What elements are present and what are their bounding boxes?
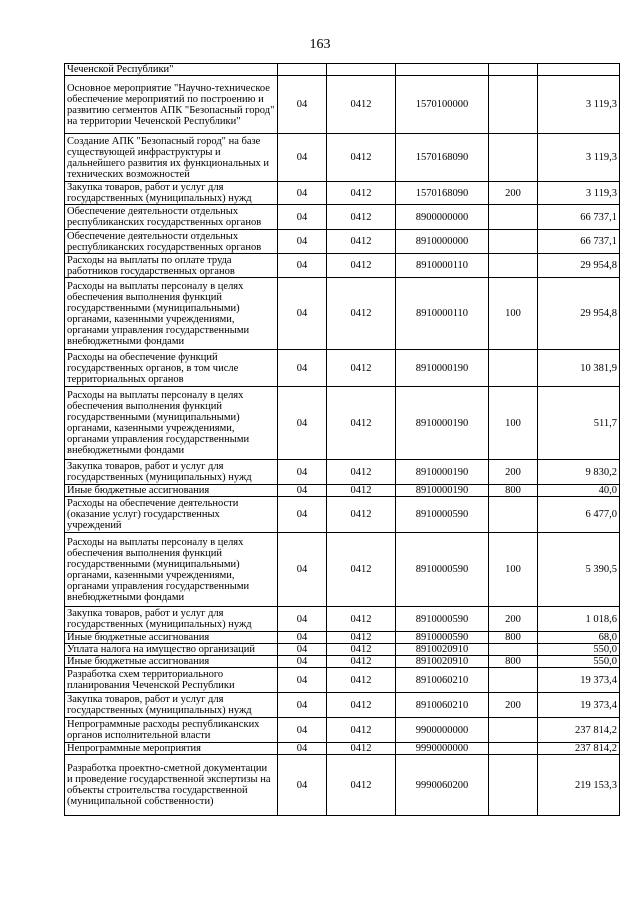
table-row	[65, 607, 620, 632]
subsection-code-cell: 0412	[327, 668, 396, 693]
expense-type-cell: 800	[489, 656, 538, 668]
amount-cell: 19 373,4	[538, 668, 620, 693]
subsection-code-cell: 0412	[327, 182, 396, 205]
section-code-cell: 04	[278, 656, 327, 668]
expense-type-cell: 100	[489, 387, 538, 460]
table-row	[65, 205, 620, 230]
amount-cell: 10 381,9	[538, 350, 620, 387]
expense-name-cell: Чеченской Республики"	[65, 64, 278, 76]
expense-type-cell: 800	[489, 632, 538, 644]
expense-type-cell	[489, 497, 538, 533]
section-code-cell: 04	[278, 497, 327, 533]
subsection-code-cell: 0412	[327, 743, 396, 755]
expense-name-cell: Обеспечение деятельности отдельных республиканских государственных органов	[65, 205, 278, 230]
expense-type-cell	[489, 644, 538, 656]
subsection-code-cell	[327, 64, 396, 76]
target-article-cell: 9900000000	[396, 718, 489, 743]
section-code-cell: 04	[278, 134, 327, 182]
amount-cell: 3 119,3	[538, 182, 620, 205]
target-article-cell: 8910000590	[396, 533, 489, 607]
table-row	[65, 632, 620, 644]
expense-name-cell: Создание АПК "Безопасный город" на базе существующей инфраструктуры и дальнейшего развития их функциональных и технических возможностей	[65, 134, 278, 182]
amount-cell: 3 119,3	[538, 134, 620, 182]
subsection-code-cell: 0412	[327, 76, 396, 134]
subsection-code-cell: 0412	[327, 533, 396, 607]
subsection-code-cell: 0412	[327, 632, 396, 644]
subsection-code-cell: 0412	[327, 656, 396, 668]
target-article-cell: 8910000590	[396, 632, 489, 644]
amount-cell: 219 153,3	[538, 755, 620, 816]
table-row	[65, 656, 620, 668]
expense-name-cell: Иные бюджетные ассигнования	[65, 656, 278, 668]
amount-cell: 511,7	[538, 387, 620, 460]
target-article-cell: 8910000590	[396, 497, 489, 533]
section-code-cell: 04	[278, 387, 327, 460]
section-code-cell: 04	[278, 632, 327, 644]
subsection-code-cell: 0412	[327, 230, 396, 254]
section-code-cell: 04	[278, 278, 327, 350]
expense-type-cell: 200	[489, 460, 538, 485]
expense-type-cell: 200	[489, 693, 538, 718]
table-row	[65, 460, 620, 485]
table-row	[65, 755, 620, 816]
target-article-cell: 8910060210	[396, 668, 489, 693]
expense-name-cell: Расходы на обеспечение функций государственных органов, в том числе территориальных органов	[65, 350, 278, 387]
expense-type-cell	[489, 755, 538, 816]
page-number: 163	[309, 37, 331, 52]
expense-name-cell: Уплата налога на имущество организаций	[65, 644, 278, 656]
target-article-cell: 8900000000	[396, 205, 489, 230]
amount-cell: 237 814,2	[538, 718, 620, 743]
amount-cell: 1 018,6	[538, 607, 620, 632]
expense-type-cell: 100	[489, 533, 538, 607]
expense-name-cell: Разработка проектно-сметной документации и проведение государственной экспертизы на объекты строительства государственной (муниципальной собственности)	[65, 755, 278, 816]
budget-table-body	[65, 64, 620, 816]
target-article-cell: 8910020910	[396, 644, 489, 656]
table-row	[65, 693, 620, 718]
expense-type-cell: 200	[489, 607, 538, 632]
table-row	[65, 668, 620, 693]
amount-cell: 5 390,5	[538, 533, 620, 607]
target-article-cell	[396, 64, 489, 76]
expense-name-cell: Закупка товаров, работ и услуг для государственных (муниципальных) нужд	[65, 182, 278, 205]
table-row	[65, 533, 620, 607]
subsection-code-cell: 0412	[327, 387, 396, 460]
table-row	[65, 278, 620, 350]
target-article-cell: 8910000110	[396, 254, 489, 278]
table-row	[65, 485, 620, 497]
expense-type-cell: 100	[489, 278, 538, 350]
table-row	[65, 644, 620, 656]
expense-type-cell	[489, 743, 538, 755]
section-code-cell: 04	[278, 644, 327, 656]
expense-name-cell: Непрограммные мероприятия	[65, 743, 278, 755]
target-article-cell: 1570100000	[396, 76, 489, 134]
expense-type-cell	[489, 718, 538, 743]
expense-name-cell: Обеспечение деятельности отдельных республиканских государственных органов	[65, 230, 278, 254]
section-code-cell: 04	[278, 254, 327, 278]
target-article-cell: 8910000190	[396, 460, 489, 485]
table-row	[65, 134, 620, 182]
expense-name-cell: Расходы на выплаты по оплате труда работников государственных органов	[65, 254, 278, 278]
expense-type-cell	[489, 205, 538, 230]
expense-name-cell: Расходы на выплаты персоналу в целях обеспечения выполнения функций государственными (муниципальными) органами, казенными учреждениями, органами управления государственными внебюджетными фондами	[65, 387, 278, 460]
subsection-code-cell: 0412	[327, 497, 396, 533]
subsection-code-cell: 0412	[327, 460, 396, 485]
section-code-cell: 04	[278, 182, 327, 205]
expense-name-cell: Иные бюджетные ассигнования	[65, 632, 278, 644]
target-article-cell: 8910060210	[396, 693, 489, 718]
target-article-cell: 1570168090	[396, 134, 489, 182]
expense-name-cell: Основное мероприятие "Научно-техническое обеспечение мероприятий по построению и развитию сегментов АПК "Безопасный город" на территории Чеченской Республики"	[65, 76, 278, 134]
section-code-cell: 04	[278, 205, 327, 230]
subsection-code-cell: 0412	[327, 134, 396, 182]
subsection-code-cell: 0412	[327, 278, 396, 350]
subsection-code-cell: 0412	[327, 485, 396, 497]
amount-cell: 550,0	[538, 656, 620, 668]
table-row	[65, 230, 620, 254]
table-row	[65, 718, 620, 743]
amount-cell: 550,0	[538, 644, 620, 656]
expense-name-cell: Закупка товаров, работ и услуг для государственных (муниципальных) нужд	[65, 460, 278, 485]
section-code-cell: 04	[278, 755, 327, 816]
section-code-cell: 04	[278, 693, 327, 718]
section-code-cell: 04	[278, 607, 327, 632]
target-article-cell: 8910000110	[396, 278, 489, 350]
subsection-code-cell: 0412	[327, 205, 396, 230]
budget-table	[64, 63, 620, 816]
expense-name-cell: Расходы на выплаты персоналу в целях обеспечения выполнения функций государственными (муниципальными) органами, казенными учреждениями, органами управления государственными внебюджетными фондами	[65, 533, 278, 607]
target-article-cell: 9990000000	[396, 743, 489, 755]
subsection-code-cell: 0412	[327, 254, 396, 278]
target-article-cell: 8910020910	[396, 656, 489, 668]
target-article-cell: 8910000000	[396, 230, 489, 254]
expense-type-cell	[489, 76, 538, 134]
target-article-cell: 8910000190	[396, 485, 489, 497]
amount-cell: 9 830,2	[538, 460, 620, 485]
amount-cell: 237 814,2	[538, 743, 620, 755]
expense-name-cell: Закупка товаров, работ и услуг для государственных (муниципальных) нужд	[65, 607, 278, 632]
target-article-cell: 8910000190	[396, 387, 489, 460]
subsection-code-cell: 0412	[327, 350, 396, 387]
target-article-cell: 8910000190	[396, 350, 489, 387]
table-row	[65, 497, 620, 533]
subsection-code-cell: 0412	[327, 718, 396, 743]
subsection-code-cell: 0412	[327, 644, 396, 656]
subsection-code-cell: 0412	[327, 693, 396, 718]
table-row	[65, 254, 620, 278]
section-code-cell	[278, 64, 327, 76]
table-row	[65, 64, 620, 76]
expense-type-cell	[489, 64, 538, 76]
expense-type-cell: 200	[489, 182, 538, 205]
amount-cell: 66 737,1	[538, 205, 620, 230]
expense-name-cell: Иные бюджетные ассигнования	[65, 485, 278, 497]
amount-cell: 29 954,8	[538, 278, 620, 350]
amount-cell: 68,0	[538, 632, 620, 644]
section-code-cell: 04	[278, 230, 327, 254]
expense-name-cell: Расходы на выплаты персоналу в целях обеспечения выполнения функций государственными (муниципальными) органами, казенными учреждениями, органами управления государственными внебюджетными фондами	[65, 278, 278, 350]
section-code-cell: 04	[278, 668, 327, 693]
amount-cell: 66 737,1	[538, 230, 620, 254]
amount-cell	[538, 64, 620, 76]
table-row	[65, 182, 620, 205]
amount-cell: 19 373,4	[538, 693, 620, 718]
section-code-cell: 04	[278, 460, 327, 485]
subsection-code-cell: 0412	[327, 755, 396, 816]
table-row	[65, 76, 620, 134]
section-code-cell: 04	[278, 718, 327, 743]
section-code-cell: 04	[278, 76, 327, 134]
expense-type-cell	[489, 350, 538, 387]
amount-cell: 40,0	[538, 485, 620, 497]
expense-name-cell: Разработка схем территориального планирования Чеченской Республики	[65, 668, 278, 693]
expense-type-cell	[489, 254, 538, 278]
target-article-cell: 1570168090	[396, 182, 489, 205]
section-code-cell: 04	[278, 350, 327, 387]
table-row	[65, 350, 620, 387]
expense-name-cell: Закупка товаров, работ и услуг для государственных (муниципальных) нужд	[65, 693, 278, 718]
target-article-cell: 8910000590	[396, 607, 489, 632]
target-article-cell: 9990060200	[396, 755, 489, 816]
subsection-code-cell: 0412	[327, 607, 396, 632]
amount-cell: 29 954,8	[538, 254, 620, 278]
amount-cell: 6 477,0	[538, 497, 620, 533]
section-code-cell: 04	[278, 533, 327, 607]
expense-name-cell: Расходы на обеспечение деятельности (оказание услуг) государственных учреждений	[65, 497, 278, 533]
expense-type-cell: 800	[489, 485, 538, 497]
expense-type-cell	[489, 668, 538, 693]
section-code-cell: 04	[278, 743, 327, 755]
expense-type-cell	[489, 230, 538, 254]
expense-type-cell	[489, 134, 538, 182]
table-row	[65, 387, 620, 460]
section-code-cell: 04	[278, 485, 327, 497]
table-row	[65, 743, 620, 755]
amount-cell: 3 119,3	[538, 76, 620, 134]
expense-name-cell: Непрограммные расходы республиканских органов исполнительной власти	[65, 718, 278, 743]
